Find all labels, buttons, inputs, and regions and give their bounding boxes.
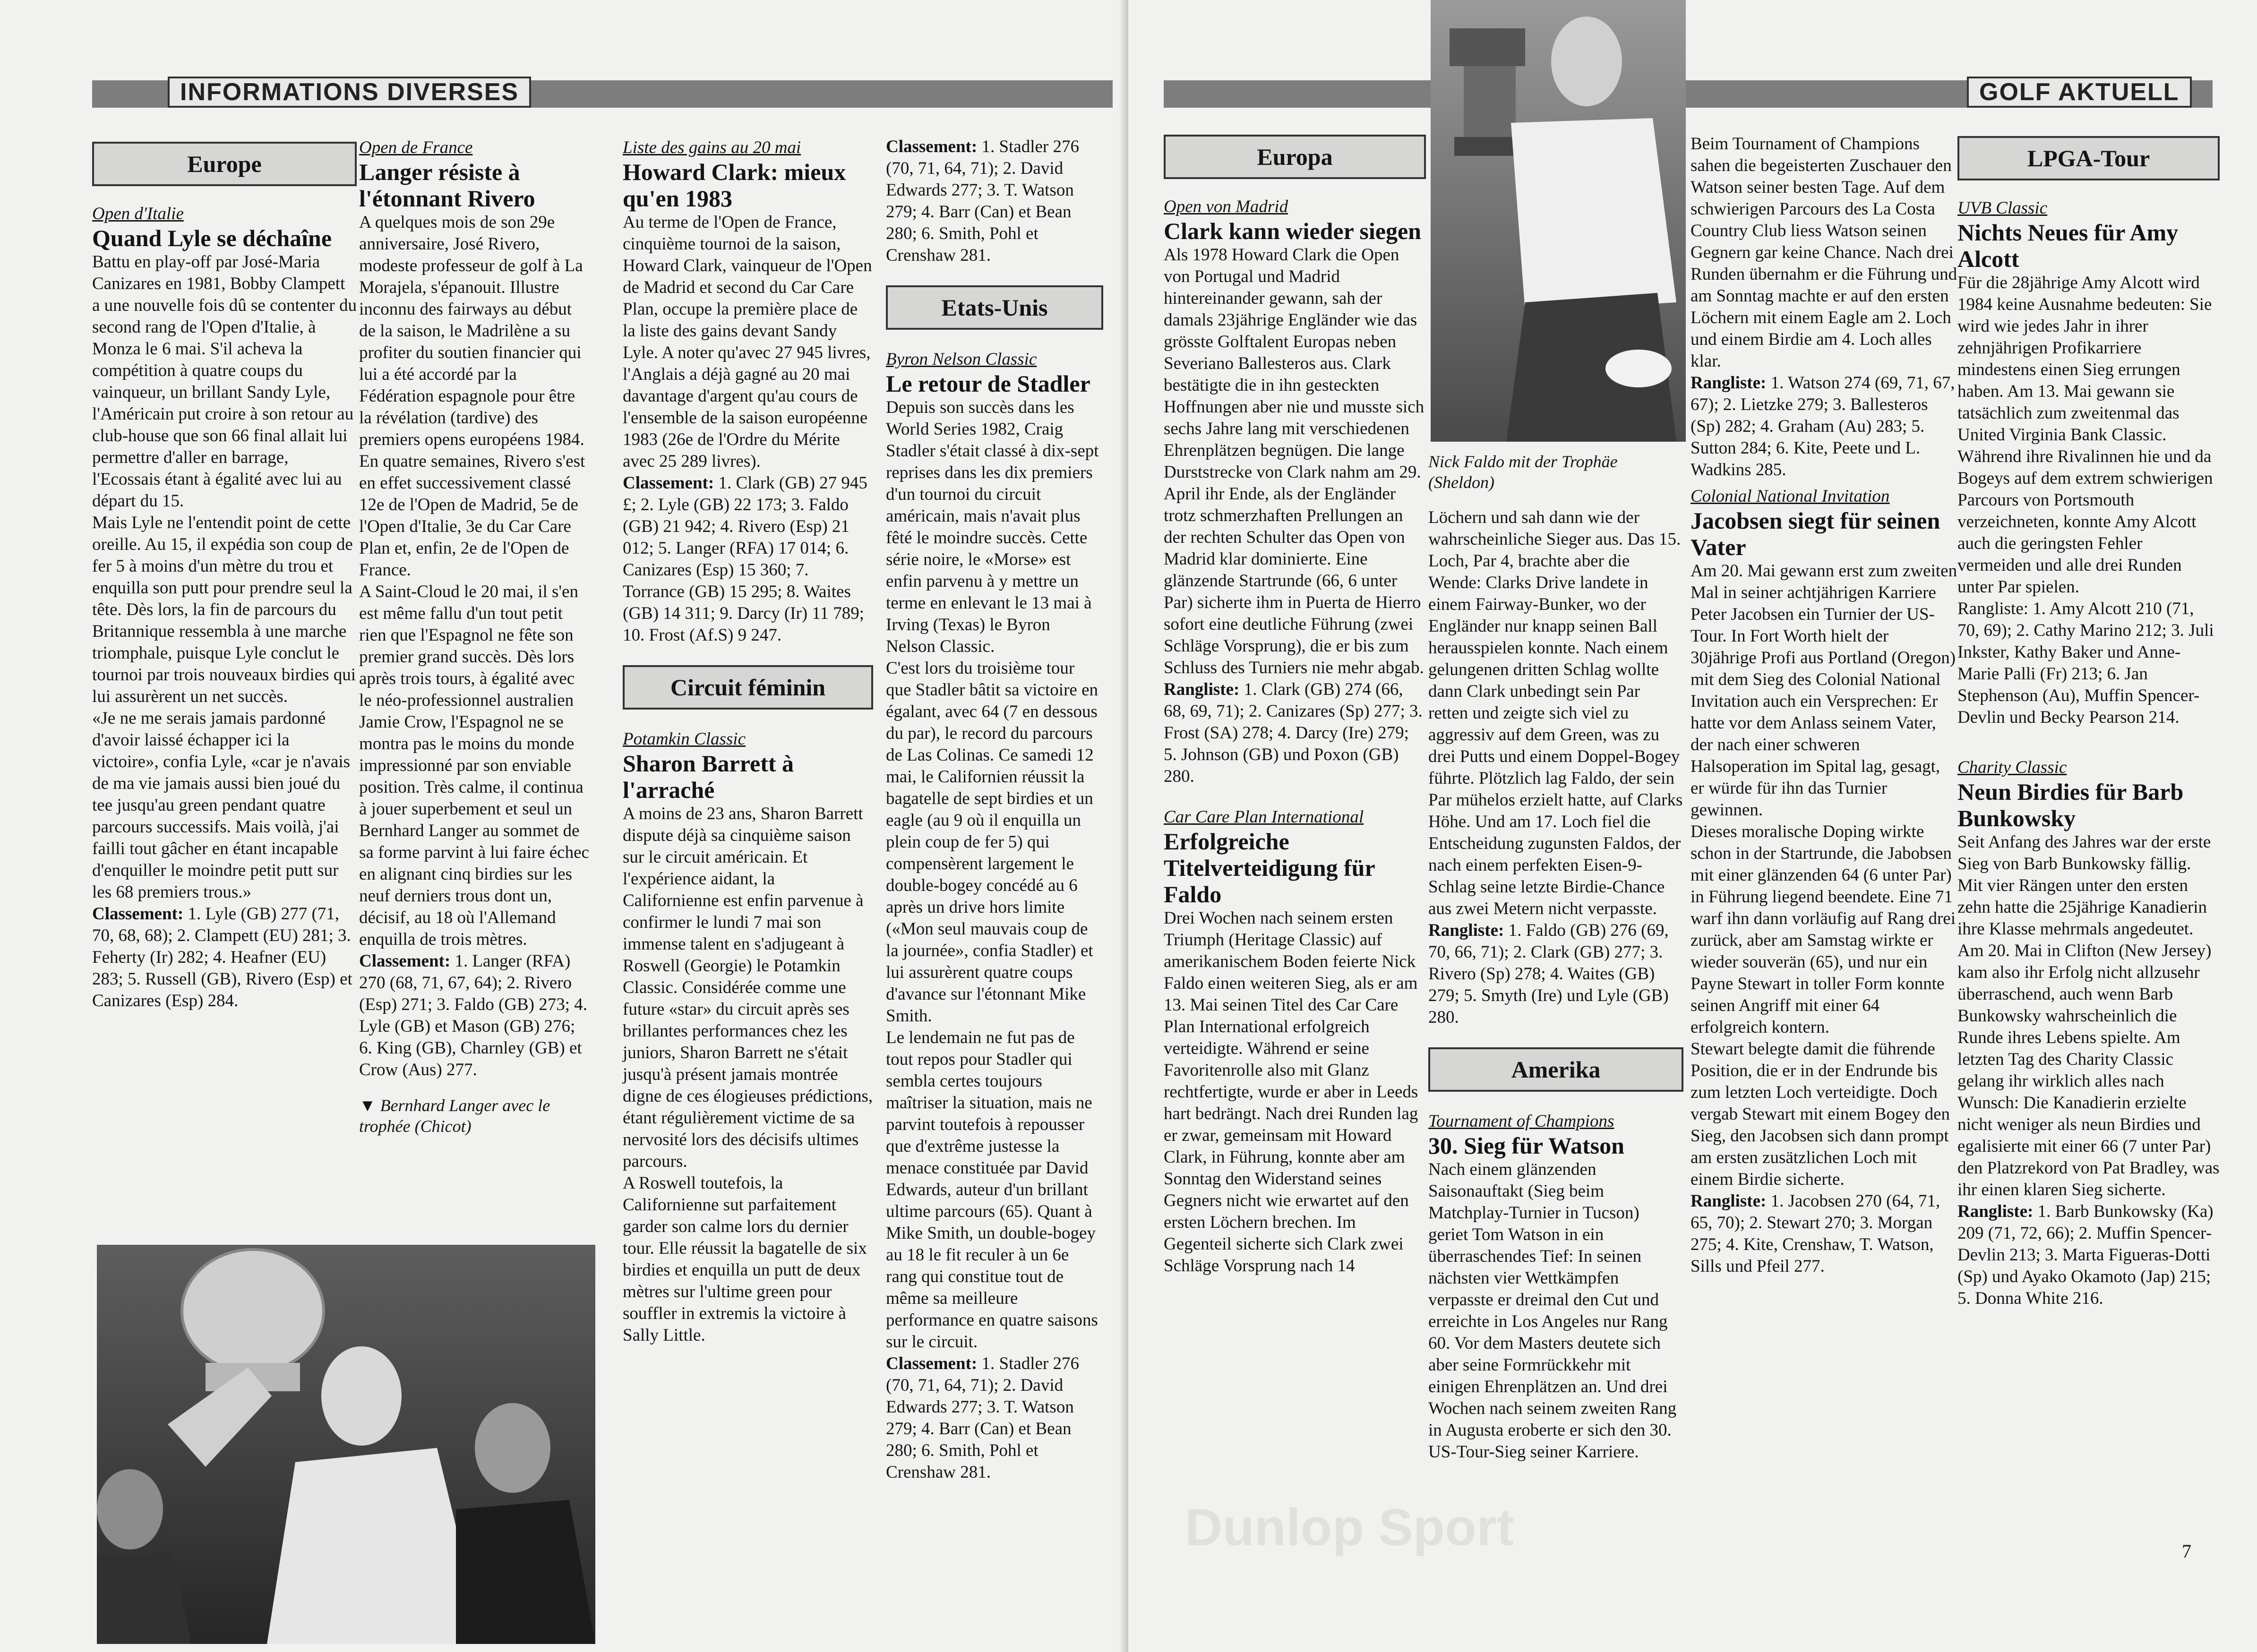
column-watson-jacobsen: [1691, 133, 1957, 1277]
headline: Jacobsen siegt für seinen Vater: [1691, 507, 1940, 560]
article-paragraph: Le lendemain ne fut pas de tout repos pour Stadler qui sembla certes toujours maîtriser la situation, mais ne parvint toutefois à repousser que d'extrême justesse la menace constituée par David Edwards, auteur d'un brillant ultime parcours (65). Quant à Mike Smith, un double-bogey au 18 le fit reculer à un 6e rang qui constitue tout de même sa meilleure performance en quatre saisons sur le circuit.: [886, 1028, 1098, 1352]
headline: Le retour de Stadler: [886, 370, 1090, 397]
headline: Langer résiste à l'étonnant Rivero: [359, 159, 535, 212]
rubric: Potamkin Classic: [623, 729, 746, 749]
results-label: Rangliste:: [1691, 1191, 1767, 1211]
article-paragraph: «Je ne me serais jamais pardonné d'avoir laissé échapper ici la victoire», confia Lyle, «car je n'avais de ma vie jamais aussi bien joué du tee jusqu'au green pendant quatre parcours successifs. Mais voilà, j'ai failli tout gâcher en étant incapable d'enquiller le moindre petit putt sur les 68 premiers trous.»: [92, 709, 351, 902]
rubric: UVB Classic: [1957, 198, 2048, 218]
photo-faldo-image: [1431, 0, 1686, 442]
headline: Erfolgreiche Titelverteidigung für Faldo: [1164, 828, 1375, 907]
article-paragraph: Dieses moralische Doping wirkte schon in der Startrunde, die Jabobsen mit einer glänzenden 64 (6 unter Par) in Führung liegend beendete. Eine 71 warf ihn dann vorläufig auf Rang drei zurück, aber am Samstag wirkte er wieder souverän (65), und nur ein Payne Stewart in toller Form konnte seinen Angriff mit einer 64 erfolgreich kontern.: [1691, 822, 1956, 1037]
page-number: 7: [2182, 1541, 2191, 1562]
rubric: Tournament of Champions: [1428, 1112, 1614, 1131]
results-label: Classement:: [886, 137, 978, 156]
article-paragraph: C'est lors du troisième tour que Stadler bâtit sa victoire en égalant, avec 64 (7 en dessous du par), le record du parcours de Las Colinas. Ce samedi 12 mai, le Californien réussit la bagatelle de sept birdies et un eagle (au 9 où il enquilla un plein coup de fer 5) qui compensèrent largement le double-bogey concédé au 6 après un drive hors limite («Mon seul mauvais coup de la journée», confia Stadler) et lui assurèrent quatre coups d'avance sur l'étonnant Mike Smith.: [886, 659, 1098, 1026]
headline: Clark kann wieder siegen: [1164, 218, 1421, 244]
article-paragraph: Löchern und sah dann wie der wahrscheinliche Sieger aus. Das 15. Loch, Par 4, brachte aber die Wende: Clarks Drive landete in einem Fairway-Bunker, wo der Engländer nur knapp seinen Ball herausspielen konnte. Nach einem gelungenen dritten Schlag wollte dann Clark unbedingt sein Par retten und zeigte sich viel zu aggressiv auf dem Green, was zu drei Putts und einem Doppel-Bogey führte. Plötzlich lag Faldo, der sein Par mühelos erzielt hatte, auf Clarks Höhe. Und am 17. Loch fiel die Entscheidung zugunsten Faldos, der nach einem perfekten Eisen-9-Schlag seine letzte Birdie-Chance aus zwei Metern nicht verpasste.: [1428, 508, 1683, 918]
results-text: 1. Faldo (GB) 276 (69, 70, 66, 71); 2. Clark (GB) 277; 3. Rivero (Sp) 278; 4. Waites (GB) 279; 5. Smyth (Ire) und Lyle (GB) 280.: [1428, 921, 1669, 1027]
section-box-etats-unis: Etats-Unis: [886, 285, 1103, 330]
article-paragraph: Am 20. Mai gewann erst zum zweiten Mal in seiner achtjährigen Karriere Peter Jacobsen ein Turnier der US-Tour. In Fort Worth hielt der 30jährige Profi aus Portland (Oregon) mit dem Sieg des Colonial National Invitation auch ein Versprechen: Er hatte vor dem Anlass seinem Vater, der nach einer schweren Halsoperation im Spital lag, gesagt, er würde für ihn das Turnier gewinnen.: [1691, 561, 1957, 820]
results-label: Classement:: [886, 1354, 978, 1373]
article-paragraph: A Saint-Cloud le 20 mai, il s'en est même fallu d'un tout petit rien que l'Espagnol ne fête son premier grand succès. Dès lors après trois tours, à égalité avec le néo-professionnel australien Jamie Crow, l'Espagnol ne se montra pas le moins du monde impressionné par son enviable position. Très calme, il continua à jouer superbement et seul un Bernhard Langer au sommet de sa forme parvint à lui faire échec en alignant cinq birdies sur les neuf derniers trous dont un, décisif, au 18 où l'Allemand enquilla de trois mètres.: [359, 582, 589, 949]
results-text: 1. Jacobsen 270 (64, 71, 65, 70); 2. Stewart 270; 3. Morgan 275; 4. Kite, Crenshaw, T. Watson, Sills und Pfeil 277.: [1691, 1191, 1940, 1276]
photo-caption: Nick Faldo mit der Trophäe (Sheldon): [1428, 452, 1618, 492]
article-paragraph: Als 1978 Howard Clark die Open von Portugal und Madrid hintereinander gewann, sah der damals 23jährige Engländer wie das grösste Golftalent Europas neben Severiano Ballesteros aus. Clark bestätigte die in ihn gesteckten Hoffnungen aber nie und musste sich sechs Jahre lang mit verschiedenen Ehrenplätzen begnügen. Die lange Durststrecke von Clark nahm am 29. April ihr Ende, als der Engländer trotz schmerzhaften Prellungen an der rechten Schulter das Open von Madrid klar dominierte. Eine glänzende Startrunde (66, 6 unter Par) sicherte ihm in Puerta de Hierro sofort eine deutliche Führung (zwei Schläge Vorsprung), die er bis zum Schluss des Turniers nie mehr abgab.: [1164, 245, 1425, 677]
headline: Quand Lyle se déchaîne: [92, 225, 332, 251]
results-label: Rangliste:: [1957, 1202, 2034, 1221]
article-paragraph: Beim Tournament of Champions sahen die begeisterten Zuschauer den Watson seiner besten Tage. Auf dem schwierigen Parcours des La Costa Country Club liess Watson seinen Gegnern gar keine Chance. Nach drei Runden übernahm er die Führung und am Sonntag machte er auf den ersten Löchern mit einem Eagle am 2. Loch und einem Birdie am 4. Loch alles klar.: [1691, 134, 1957, 371]
results-text: 1. Clark (GB) 274 (66, 68, 69, 71); 2. Canizares (Sp) 277; 3. Frost (SA) 278; 4. Darcy (Ire) 279; 5. Johnson (GB) und Poxon (GB) 280.: [1164, 680, 1423, 786]
article-paragraph: Nach einem glänzenden Saisonauftakt (Sieg beim Matchplay-Turnier in Tucson) geriet Tom Watson in ein überraschendes Tief: In seinen nächsten vier Wettkämpfen verpasste er dreimal den Cut und erreichte in Los Angeles nur Rang 60. Vor dem Masters deutete sich aber seine Formrückkehr mit einigen Ehrenplätzen an. Und drei Wochen nach seinem zweiten Rang in Augusta eroberte er sich den 30. US-Tour-Sieg seiner Karriere.: [1428, 1160, 1677, 1462]
section-band-right: [1164, 80, 2213, 108]
column-lpga-tour: [1957, 136, 2220, 1310]
section-box-amerika: Amerika: [1428, 1047, 1683, 1092]
results-line: [92, 903, 357, 1012]
rubric: Liste des gains au 20 mai: [623, 138, 801, 157]
results-line: [886, 1353, 1103, 1483]
results-label: Classement:: [359, 951, 451, 971]
rubric: Car Care Plan International: [1164, 807, 1364, 827]
article-paragraph: Für die 28jährige Amy Alcott wird 1984 keine Ausnahme bedeuten: Sie wird wie jedes Jahr in ihrer zehnjährigen Profikarriere mindestens einen Sieg errungen haben. Am 13. Mai gewann sie tatsächlich zum zweitenmal das United Virginia Bank Classic. Während ihre Rivalinnen hie und da Bogeys auf dem extrem schwierigen Parcours von Portsmouth verzeichneten, konnte Amy Alcott auch die geringsten Fehler vermeiden und alle drei Runden unter Par spielen.: [1957, 273, 2213, 597]
photo-caption: [359, 1095, 591, 1137]
section-band-left: [92, 80, 1113, 108]
results-line: [1164, 679, 1426, 787]
section-band-label: INFORMATIONS DIVERSES: [168, 77, 531, 108]
headline: Howard Clark: mieux qu'en 1983: [623, 159, 846, 212]
article-paragraph: A quelques mois de son 29e anniversaire, José Rivero, modeste professeur de golf à La Morajela, s'épanouit. Illustre inconnu des fairways au début de la saison, le Madrilène a su profiter du soutien financier qui lui a été accordé par la Fédération espagnole pour être la révélation (tardive) des premiers opens européens 1984. En quatre semaines, Rivero s'est en effet successivement classé 12e de l'Open de Madrid, 5e de l'Open d'Italie, 3e du Car Care Plan et, enfin, 2e de l'Open de France.: [359, 213, 585, 580]
rubric: Open de France: [359, 138, 473, 157]
article-paragraph: Stewart belegte damit die führende Position, die er in der Endrunde bis zum letzten Loch verteidigte. Doch vergab Stewart mit einem Bogey den Sieg, den Jacobsen sich dann prompt am ersten zusätzlichen Loch mit einem Birdie sicherte.: [1691, 1039, 1950, 1189]
photo-langer-trophy: [97, 1245, 595, 1644]
results-text: 1. Langer (RFA) 270 (68, 71, 67, 64); 2. Rivero (Esp) 271; 3. Faldo (GB) 273; 4. Lyle (GB) et Mason (GB) 276; 6. King (GB), Charnley (GB) et Crow (Aus) 277.: [359, 951, 588, 1079]
results-line: [359, 950, 591, 1081]
results-text: 1. Lyle (GB) 277 (71, 70, 68, 68); 2. Clampett (EU) 281; 3. Feherty (Ir) 282; 4. Heafner (EU) 283; 5. Russell (GB), Rivero (Esp) et Canizares (Esp) 284.: [92, 904, 352, 1010]
results-text: 1. Watson 274 (69, 71, 67, 67); 2. Lietzke 279; 3. Ballesteros (Sp) 282; 4. Graham (Au) 283; 5. Sutton 284; 6. Kite, Peete und L. Wadkins 285.: [1691, 373, 1955, 479]
article-paragraph: Au terme de l'Open de France, cinquième tournoi de la saison, Howard Clark, vainqueur de l'Open de Madrid et second du Car Care Plan, occupe la première place de la liste des gains devant Sandy Lyle. A noter qu'avec 27 945 livres, l'Anglais a déjà gagné au 20 mai davantage d'argent qu'au cours de l'ensemble de la saison européenne 1983 (26e de l'Ordre du Mérite avec 25 289 livres).: [623, 213, 872, 471]
column-etats-unis: [886, 136, 1103, 1483]
section-band-label: GOLF AKTUELL: [1967, 77, 2192, 108]
headline: Neun Birdies für Barb Bunkowsky: [1957, 779, 2184, 831]
rubric: Open d'Italie: [92, 204, 184, 223]
rubric: Byron Nelson Classic: [886, 350, 1037, 369]
results-text: 1. Clark (GB) 27 945 £; 2. Lyle (GB) 22 173; 3. Faldo (GB) 21 942; 4. Rivero (Esp) 21 012; 5. Langer (RFA) 17 014; 6. Canizares (Esp) 15 360; 7. Torrance (GB) 15 295; 8. Waites (GB) 14 311; 9. Darcy (Ir) 11 789; 10. Frost (Af.S) 9 247.: [623, 473, 867, 645]
arrow-down-icon: ▼: [359, 1096, 376, 1115]
column-europa: [1164, 135, 1426, 1277]
headline: Nichts Neues für Amy Alcott: [1957, 219, 2179, 272]
column-open-de-france: [359, 137, 591, 1137]
show-through-text: Dunlop Sport: [1185, 1498, 1514, 1557]
article-paragraph: Mais Lyle ne l'entendit point de cette oreille. Au 15, il expédia son coup de fer 5 à moins d'un mètre du trou et enquilla son putt pour prendre seul la tête. Dès lors, la fin de parcours du Britannique ressembla à une marche triomphale, puisque Lyle conclut le tournoi par trois nouveaux birdies qui lui assurèrent un net succès.: [92, 513, 356, 706]
article-paragraph: Seit Anfang des Jahres war der erste Sieg von Barb Bunkowsky fällig. Mit vier Rängen unter den ersten zehn hatte die 25jährige Kanadierin ihre Klasse mehrmals angedeutet. Am 20. Mai in Clifton (New Jersey) kam also ihr Erfolg nicht allzusehr überraschend, auch wenn Barb Bunkowsky wahrscheinlich die Runde ihres Lebens spielte. Am letzten Tag des Charity Classic gelang ihr wirklich alles nach Wunsch: Die Kanadierin erzielte nicht weniger als neun Birdies und egalisierte mit einer 66 (7 unter Par) den Platzrekord von Pat Bradley, was ihr einen klaren Sieg sicherte.: [1957, 832, 2220, 1199]
right-page: [1128, 0, 2257, 1652]
results-text: 1. Stadler 276 (70, 71, 64, 71); 2. David Edwards 277; 3. T. Watson 279; 4. Barr (Can) et Bean 280; 6. Smith, Pohl et Crenshaw 281.: [886, 137, 1079, 265]
results-label: Rangliste:: [1691, 373, 1767, 393]
caption-text: Bernhard Langer avec le trophée (Chicot): [359, 1096, 550, 1136]
article-paragraph: A moins de 23 ans, Sharon Barrett dispute déjà sa cinquième saison sur le circuit américain. Et l'expérience aidant, la Californienne est enfin parvenue à confirmer le lundi 7 mai son immense talent en s'adjugeant à Roswell (Georgie) le Potamkin Classic. Considérée comme une future «star» du circuit après ses brillantes performances chez les juniors, Sharon Barrett ne s'était jusqu'à présent jamais montrée digne de ces élogieuses prédictions, étant régulièrement victime de sa nervosité lors des décisifs ultimes parcours.: [623, 804, 873, 1171]
results-line: [1691, 1190, 1957, 1277]
rubric: Open von Madrid: [1164, 197, 1288, 216]
headline: 30. Sieg für Watson: [1428, 1132, 1624, 1159]
article-paragraph: Drei Wochen nach seinem ersten Triumph (Heritage Classic) auf amerikanischem Boden feierte Nick Faldo einen weiteren Sieg, als er am 13. Mai seinen Titel des Car Care Plan International erfolgreich verteidigte. Während er seine Favoritenrolle also mit Glanz rechtfertigte, wurde er aber in Leeds hart bedrängt. Nach drei Runden lag er zwar, gemeinsam mit Howard Clark, in Führung, konnte aber am Sonntag den Widerstand seines Gegners nicht wie erwartet auf den ersten Löchern brechen. Im Gegenteil sicherte sich Clark zwei Schläge Vorsprung nach 14: [1164, 908, 1418, 1275]
section-box-circuit-feminin: Circuit féminin: [623, 665, 873, 710]
article-paragraph: A Roswell toutefois, la Californienne sut parfaitement garder son calme lors du dernier tour. Elle réussit la bagatelle de six birdies et enquilla un putt de deux mètres sur l'ultime green pour souffler in extremis la victoire à Sally Little.: [623, 1173, 867, 1345]
results-text: 1. Stadler 276 (70, 71, 64, 71); 2. David Edwards 277; 3. T. Watson 279; 4. Barr (Can) et Bean 280; 6. Smith, Pohl et Crenshaw 281.: [886, 1354, 1079, 1482]
results-line: [623, 472, 873, 646]
rubric: Charity Classic: [1957, 758, 2067, 777]
headline: Sharon Barrett à l'arraché: [623, 750, 794, 803]
results-line: [1428, 920, 1683, 1028]
section-box-europa: Europa: [1164, 135, 1426, 179]
article-paragraph: Battu en play-off par José-Maria Canizares en 1981, Bobby Clampett a une nouvelle fois dû se contenter du second rang de l'Open d'Italie, à Monza le 6 mai. S'il acheva la compétition à quatre coups du vainqueur, un brillant Sandy Lyle, l'Américain put croire à son retour au club-house que son 66 final allait lui permettre d'aller en barrage, l'Ecossais étant à égalité avec lui au départ du 15.: [92, 252, 357, 511]
results-text: 1. Barb Bunkowsky (Ka) 209 (71, 72, 66); 2. Muffin Spencer-Devlin 213; 3. Marta Figueras-Dotti (Sp) und Ayako Okamoto (Jap) 215; 5. Donna White 216.: [1957, 1202, 2214, 1308]
section-box-europe: Europe: [92, 142, 357, 186]
photo-faldo-trophy: [1431, 0, 1686, 442]
results-label: Rangliste:: [1164, 680, 1240, 699]
article-paragraph: Rangliste: 1. Amy Alcott 210 (71, 70, 69); 2. Cathy Marino 212; 3. Juli Inkster, Kathy Baker und Anne-Marie Palli (Fr) 213; 6. Jan Stephenson (Au), Muffin Spencer-Devlin und Becky Pearson 214.: [1957, 599, 2214, 727]
results-line: [886, 136, 1103, 266]
article-paragraph: Depuis son succès dans les World Series 1982, Craig Stadler s'était classé à dix-sept reprises dans les dix premiers d'un tournoi du circuit américain, mais n'avait plus fêté le moindre succès. Cette série noire, le «Morse» est enfin parvenu à y mettre un terme en enlevant le 13 mai à Irving (Texas) le Byron Nelson Classic.: [886, 398, 1099, 656]
left-page: [0, 0, 1128, 1652]
results-label: Rangliste:: [1428, 921, 1504, 940]
rubric: Colonial National Invitation: [1691, 487, 1890, 506]
photo-langer-image: [97, 1245, 595, 1644]
results-label: Classement:: [92, 904, 184, 924]
results-label: Classement:: [623, 473, 714, 493]
results-line: [1691, 372, 1957, 481]
section-box-lpga-tour: LPGA-Tour: [1957, 136, 2220, 180]
column-europe: [92, 142, 357, 1012]
column-faldo-amerika: [1428, 451, 1683, 1463]
results-line: [1957, 1201, 2220, 1310]
column-liste-des-gains: [623, 137, 873, 1346]
